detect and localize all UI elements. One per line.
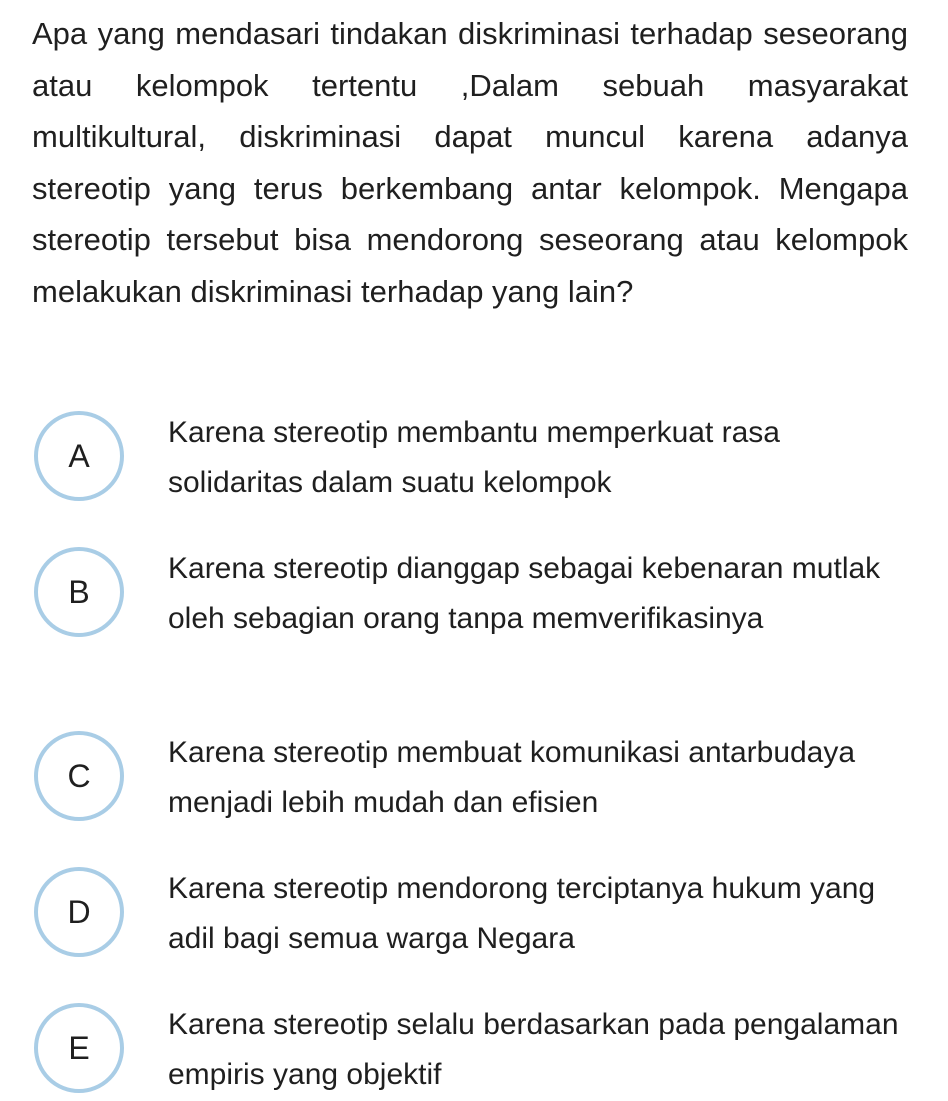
option-c-text: Karena stereotip membuat komunikasi antarbudaya menjadi lebih mudah dan efisien: [168, 736, 856, 819]
option-b-text: Karena stereotip dianggap sebagai kebenaran mutlak oleh sebagian orang tanpa memverifikasinya: [168, 552, 881, 635]
option-b-circle[interactable]: B: [34, 547, 124, 637]
option-d-text: Karena stereotip mendorong terciptanya hukum yang adil bagi semua warga Negara: [168, 872, 876, 955]
option-e-circle[interactable]: E: [34, 1003, 124, 1093]
option-a-text: Karena stereotip membantu memperkuat rasa solidaritas dalam suatu kelompok: [168, 416, 780, 499]
option-c-circle[interactable]: C: [34, 731, 124, 821]
option-a-circle[interactable]: A: [34, 411, 124, 501]
question-text: Apa yang mendasari tindakan diskriminasi terhadap seseorang atau kelompok tertentu ,Dalam sebuah masyarakat multikultural, diskriminasi dapat muncul karena adanya stereotip yang terus berkembang antar kelompok. Mengapa stereotip tersebut bisa mendorong seseorang atau kelompok melakukan diskriminasi terhadap yang lain?: [32, 16, 908, 309]
option-e-text: Karena stereotip selalu berdasarkan pada pengalaman empiris yang objektif: [168, 1008, 899, 1091]
option-d-circle[interactable]: D: [34, 867, 124, 957]
